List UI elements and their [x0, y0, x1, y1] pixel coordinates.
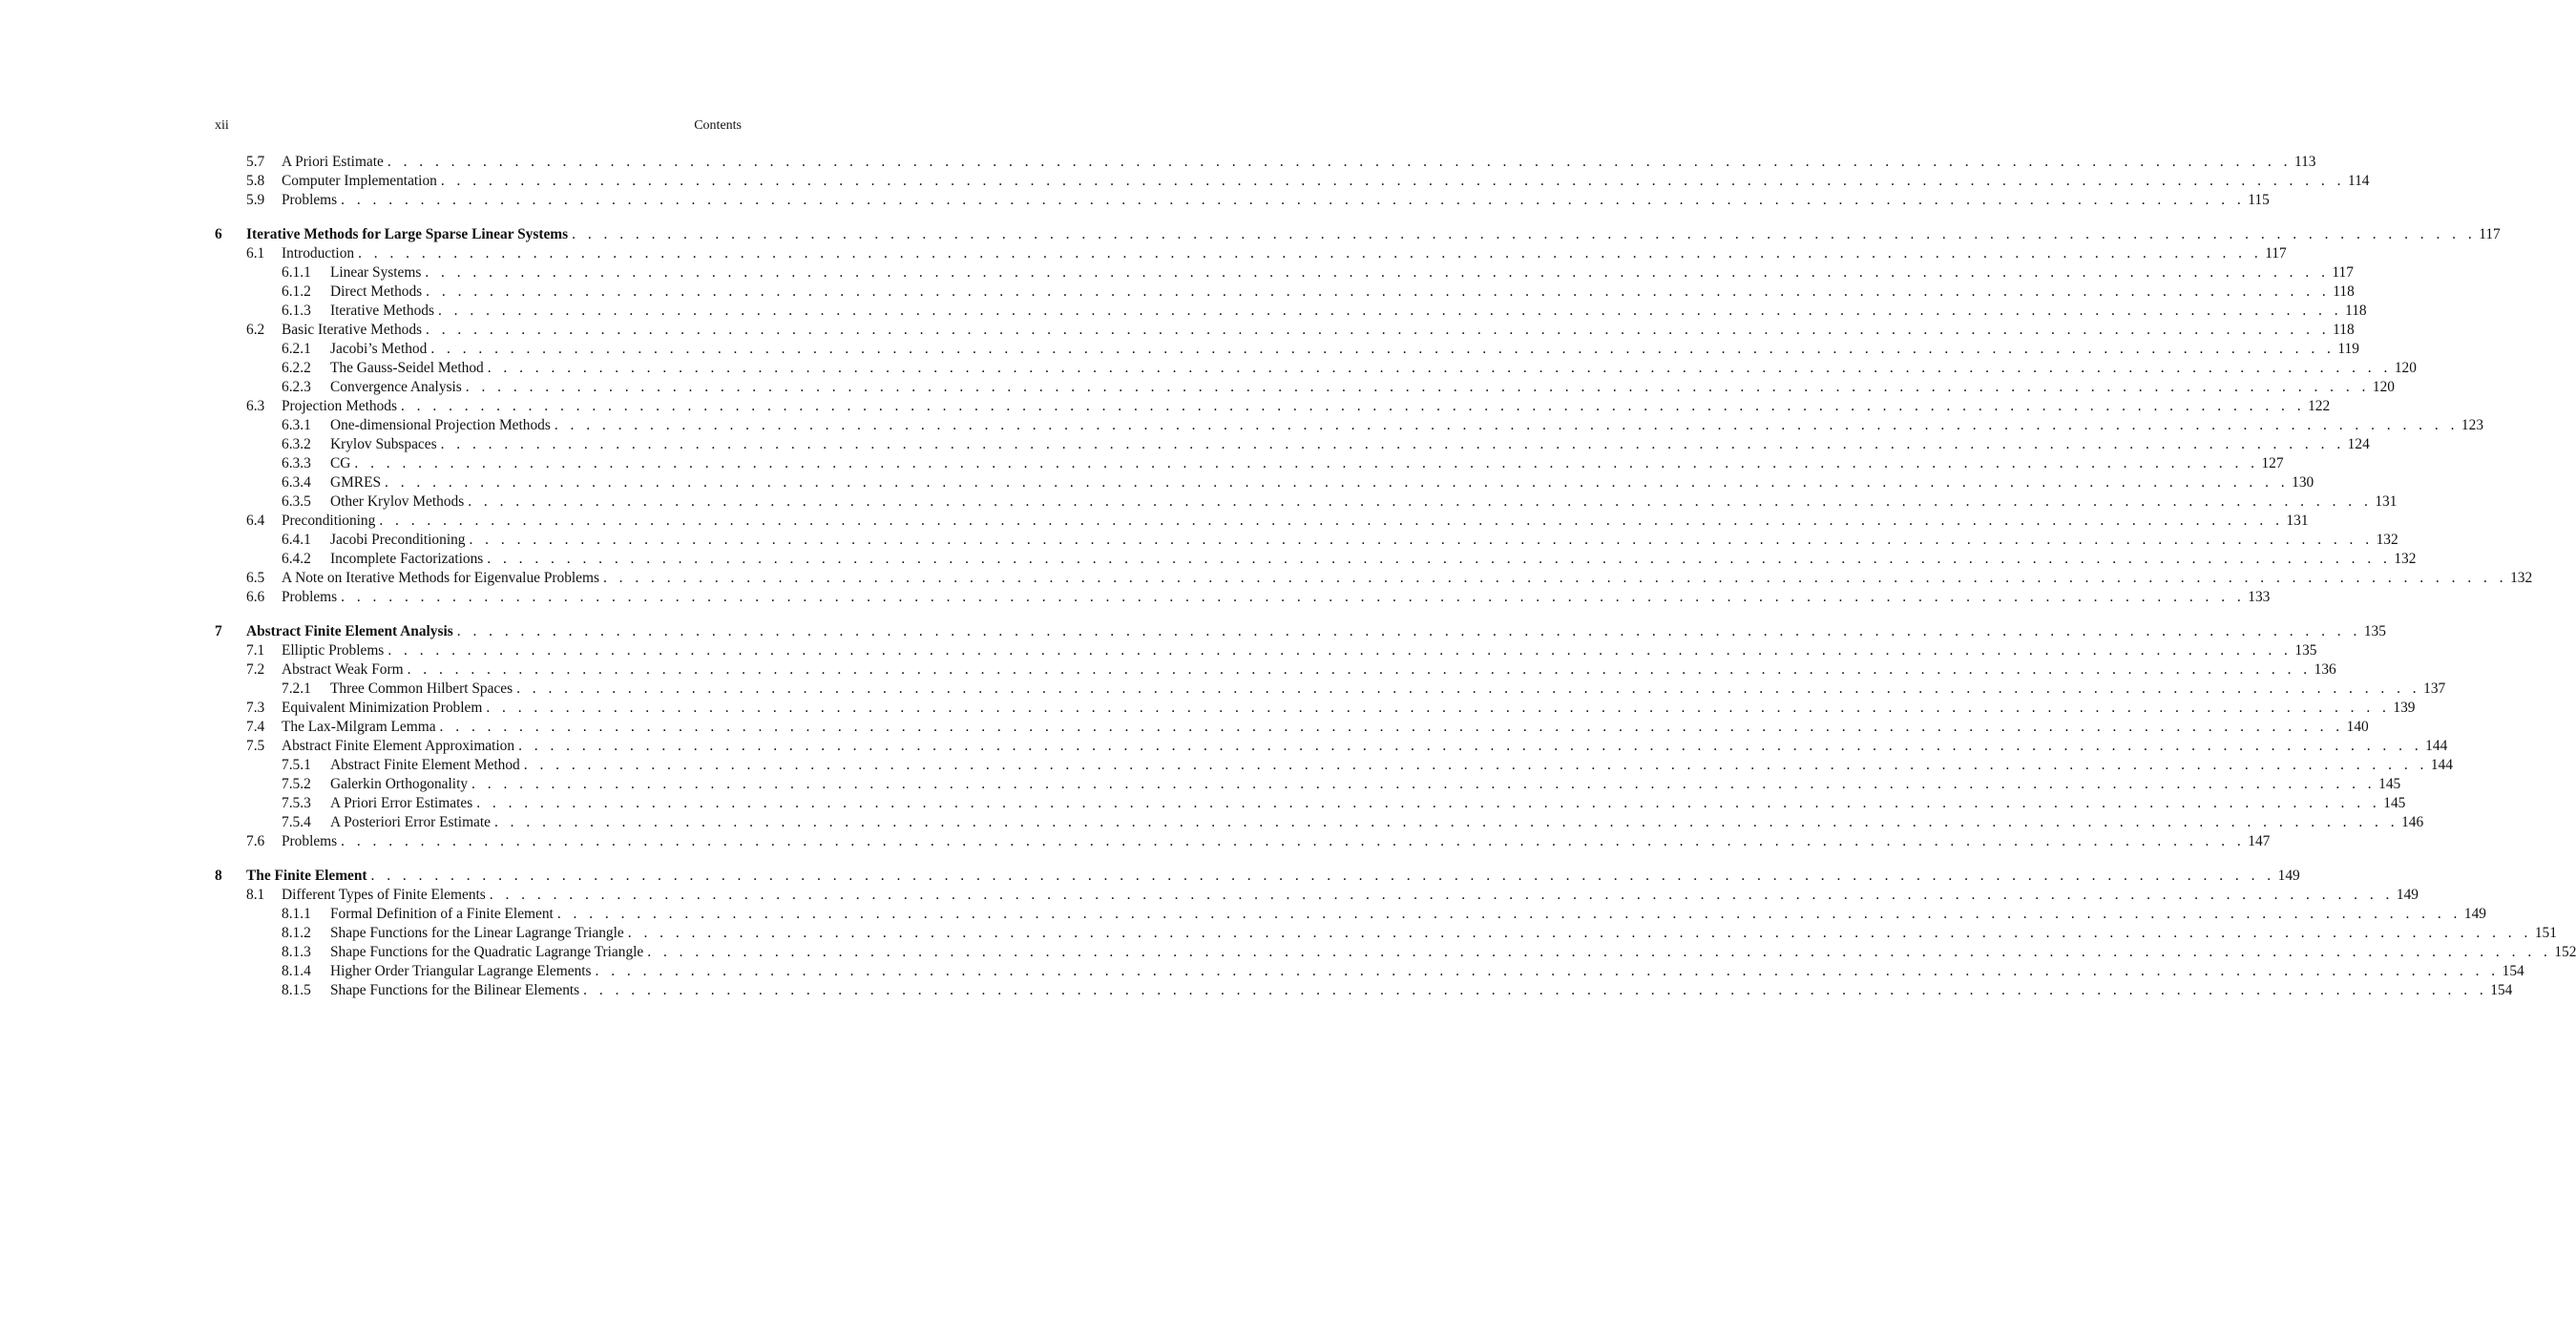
toc-page-number: 136 — [2314, 661, 2336, 678]
toc-entry-line — [282, 569, 2533, 588]
toc-entry-title: Computer Implementation — [282, 172, 441, 191]
toc-entry-line — [330, 531, 2398, 550]
toc-dot-leader: . . . . . . . . . . . . . . . . . . . . . . . . . . . . . . . . . . . . . . . . . . . . . . . . . . . . . . . . . . . . . . . . . . . . . . . . . . . . . . . . . . . . . . . . . . . . . . . . . . . . . . . . . . . . . . . . . . . . . . . . — [493, 814, 2399, 830]
toc-entry-number: 6.6 — [246, 589, 265, 605]
toc-dot-leader: . . . . . . . . . . . . . . . . . . . . . . . . . . . . . . . . . . . . . . . . . . . . . . . . . . . . . . . . . . . . . . . . . . . . . . . . . . . . . . . . . . . . . . . . . . . . . . . . . . . . . . . . . . . . . . . . . . . . . . . . — [370, 868, 2275, 884]
toc-section-entry — [215, 172, 2370, 191]
toc-entry-number: 6.2.3 — [282, 379, 311, 395]
toc-entry-line — [282, 512, 2309, 531]
toc-entry-title: Shape Functions for the Linear Lagrange Triangle — [330, 924, 628, 943]
toc-entry-line — [330, 680, 2446, 699]
toc-entry-title: GMRES — [330, 473, 385, 492]
toc-entry-number: 6.3 — [246, 398, 265, 414]
toc-entry-line — [282, 737, 2448, 756]
toc-entry-title: Abstract Finite Element Method — [330, 756, 524, 775]
toc-page-number: 133 — [2248, 589, 2271, 605]
toc-entry-title: Direct Methods — [330, 283, 426, 302]
toc-subsection-entry — [215, 756, 2453, 775]
toc-dot-leader: . . . . . . . . . . . . . . . . . . . . . . . . . . . . . . . . . . . . . . . . . . . . . . . . . . . . . . . . . . . . . . . . . . . . . . . . . . . . . . . . . . . . . . . . . . . . . . . . . . . . . . . . . . . . . . . . . . . . . . . . — [487, 360, 2392, 376]
toc-entry-line — [330, 981, 2513, 1000]
toc-entry-number: 6.1.3 — [282, 303, 311, 319]
toc-page-number: 117 — [2332, 264, 2354, 281]
toc-dot-leader: . . . . . . . . . . . . . . . . . . . . . . . . . . . . . . . . . . . . . . . . . . . . . . . . . . . . . . . . . . . . . . . . . . . . . . . . . . . . . . . . . . . . . . . . . . . . . . . . . . . . . . . . . . . . . . . . . . . . . . . . — [440, 436, 2345, 452]
toc-entry-title: Different Types of Finite Elements — [282, 886, 490, 905]
toc-entry-title: The Lax-Milgram Lemma — [282, 718, 440, 737]
toc-entry-line — [330, 340, 2359, 359]
toc-chapter-entry — [215, 225, 2501, 244]
toc-subsection-entry — [215, 492, 2398, 512]
toc-entry-title: Jacobi’s Method — [330, 340, 430, 359]
toc-entry-title: A Note on Iterative Methods for Eigenvalue Problems — [282, 569, 603, 588]
toc-entry-number: 7 — [215, 623, 222, 639]
toc-subsection-entry — [215, 416, 2484, 435]
toc-entry-title: Other Krylov Methods — [330, 492, 468, 512]
toc-entry-line — [330, 905, 2486, 924]
toc-entry-number: 7.4 — [246, 719, 265, 735]
toc-subsection-entry — [215, 340, 2359, 359]
toc-page-number: 149 — [2277, 868, 2300, 884]
toc-dot-leader: . . . . . . . . . . . . . . . . . . . . . . . . . . . . . . . . . . . . . . . . . . . . . . . . . . . . . . . . . . . . . . . . . . . . . . . . . . . . . . . . . . . . . . . . . . . . . . . . . . . . . . . . . . . . . . . . . . . . . . . . — [647, 944, 2552, 960]
toc-entry-title: Projection Methods — [282, 397, 401, 416]
toc-subsection-entry — [215, 263, 2354, 283]
toc-page-number: 132 — [2394, 551, 2417, 567]
toc-entry-number: 8 — [215, 868, 222, 884]
toc-section-entry — [215, 660, 2336, 680]
toc-page-number: 144 — [2430, 757, 2453, 773]
toc-page-number: 132 — [2510, 570, 2533, 586]
toc-page-number: 145 — [2378, 776, 2401, 792]
toc-dot-leader: . . . . . . . . . . . . . . . . . . . . . . . . . . . . . . . . . . . . . . . . . . . . . . . . . . . . . . . . . . . . . . . . . . . . . . . . . . . . . . . . . . . . . . . . . . . . . . . . . . . . . . . . . . . . . . . . . . . . . . . . — [425, 264, 2330, 281]
toc-entry-title: A Priori Estimate — [282, 153, 387, 172]
toc-entry-line — [330, 359, 2417, 378]
toc-entry-title: Preconditioning — [282, 512, 379, 531]
toc-page-number: 113 — [2293, 154, 2316, 170]
toc-subsection-entry — [215, 680, 2446, 699]
toc-entry-title: Shape Functions for the Bilinear Elements — [330, 981, 583, 1000]
toc-dot-leader: . . . . . . . . . . . . . . . . . . . . . . . . . . . . . . . . . . . . . . . . . . . . . . . . . . . . . . . . . . . . . . . . . . . . . . . . . . . . . . . . . . . . . . . . . . . . . . . . . . . . . . . . . . . . . . . . . . . . . . . . — [465, 379, 2370, 395]
toc-entry-line — [246, 867, 2300, 886]
toc-dot-leader: . . . . . . . . . . . . . . . . . . . . . . . . . . . . . . . . . . . . . . . . . . . . . . . . . . . . . . . . . . . . . . . . . . . . . . . . . . . . . . . . . . . . . . . . . . . . . . . . . . . . . . . . . . . . . . . . . . . . . . . . — [518, 738, 2423, 754]
toc-entry-title: Jacobi Preconditioning — [330, 531, 469, 550]
toc-page-number: 145 — [2383, 795, 2406, 811]
toc-entry-number: 6.3.4 — [282, 474, 311, 491]
toc-page-number: 154 — [2502, 963, 2524, 979]
toc-entry-line — [330, 378, 2395, 397]
toc-entry-number: 8.1.1 — [282, 906, 311, 922]
toc-entry-number: 7.5 — [246, 738, 265, 754]
toc-entry-number: 8.1.3 — [282, 944, 311, 960]
toc-entry-line — [282, 397, 2331, 416]
toc-entry-number: 7.2.1 — [282, 680, 311, 697]
toc-entry-line — [282, 588, 2271, 607]
toc-section-entry — [215, 321, 2355, 340]
toc-page-number: 131 — [2375, 493, 2398, 510]
toc-page-number: 132 — [2376, 532, 2398, 548]
toc-entry-title: Problems — [282, 191, 341, 210]
toc-page-number: 140 — [2346, 719, 2369, 735]
toc-dot-leader: . . . . . . . . . . . . . . . . . . . . . . . . . . . . . . . . . . . . . . . . . . . . . . . . . . . . . . . . . . . . . . . . . . . . . . . . . . . . . . . . . . . . . . . . . . . . . . . . . . . . . . . . . . . . . . . . . . . . . . . . — [387, 642, 2293, 659]
toc-subsection-entry — [215, 981, 2513, 1000]
toc-subsection-entry — [215, 473, 2314, 492]
toc-entry-line — [282, 718, 2369, 737]
toc-dot-leader: . . . . . . . . . . . . . . . . . . . . . . . . . . . . . . . . . . . . . . . . . . . . . . . . . . . . . . . . . . . . . . . . . . . . . . . . . . . . . . . . . . . . . . . . . . . . . . . . . . . . . . . . . . . . . . . . . . . . . . . . — [489, 887, 2394, 903]
toc-entry-line — [330, 416, 2484, 435]
toc-page-number: 123 — [2461, 417, 2484, 433]
toc-dot-leader: . . . . . . . . . . . . . . . . . . . . . . . . . . . . . . . . . . . . . . . . . . . . . . . . . . . . . . . . . . . . . . . . . . . . . . . . . . . . . . . . . . . . . . . . . . . . . . . . . . . . . . . . . . . . . . . . . . . . . . . . — [523, 757, 2428, 773]
toc-dot-leader: . . . . . . . . . . . . . . . . . . . . . . . . . . . . . . . . . . . . . . . . . . . . . . . . . . . . . . . . . . . . . . . . . . . . . . . . . . . . . . . . . . . . . . . . . . . . . . . . . . . . . . . . . . . . . . . . . . . . . . . . — [379, 513, 2284, 529]
toc-subsection-entry — [215, 531, 2398, 550]
toc-section-entry — [215, 153, 2316, 172]
toc-subsection-entry — [215, 943, 2576, 962]
toc-entry-title: Abstract Weak Form — [282, 660, 408, 680]
toc-page-number: 151 — [2534, 925, 2557, 941]
toc-entry-number: 6.2 — [246, 322, 265, 338]
toc-dot-leader: . . . . . . . . . . . . . . . . . . . . . . . . . . . . . . . . . . . . . . . . . . . . . . . . . . . . . . . . . . . . . . . . . . . . . . . . . . . . . . . . . . . . . . . . . . . . . . . . . . . . . . . . . . . . . . . . . . . . . . . . — [407, 661, 2312, 678]
toc-entry-line — [282, 321, 2355, 340]
toc-entry-number: 7.5.2 — [282, 776, 311, 792]
toc-entry-title: Shape Functions for the Quadratic Lagrange Triangle — [330, 943, 647, 962]
toc-dot-leader: . . . . . . . . . . . . . . . . . . . . . . . . . . . . . . . . . . . . . . . . . . . . . . . . . . . . . . . . . . . . . . . . . . . . . . . . . . . . . . . . . . . . . . . . . . . . . . . . . . . . . . . . . . . . . . . . . . . . . . . . — [341, 192, 2246, 208]
toc-page-number: 124 — [2347, 436, 2370, 452]
toc-page-number: 154 — [2490, 982, 2513, 998]
toc-page-number: 118 — [2345, 303, 2367, 319]
toc-dot-leader: . . . . . . . . . . . . . . . . . . . . . . . . . . . . . . . . . . . . . . . . . . . . . . . . . . . . . . . . . . . . . . . . . . . . . . . . . . . . . . . . . . . . . . . . . . . . . . . . . . . . . . . . . . . . . . . . . . . . . . . . — [341, 589, 2246, 605]
toc-entry-title: Iterative Methods — [330, 302, 438, 321]
toc-entry-line — [330, 302, 2367, 321]
toc-entry-number: 6.4.2 — [282, 551, 311, 567]
toc-entry-line — [282, 191, 2270, 210]
toc-dot-leader: . . . . . . . . . . . . . . . . . . . . . . . . . . . . . . . . . . . . . . . . . . . . . . . . . . . . . . . . . . . . . . . . . . . . . . . . . . . . . . . . . . . . . . . . . . . . . . . . . . . . . . . . . . . . . . . . . . . . . . . . — [354, 455, 2259, 471]
toc-dot-leader: . . . . . . . . . . . . . . . . . . . . . . . . . . . . . . . . . . . . . . . . . . . . . . . . . . . . . . . . . . . . . . . . . . . . . . . . . . . . . . . . . . . . . . . . . . . . . . . . . . . . . . . . . . . . . . . . . . . . . . . . — [556, 906, 2461, 922]
toc-section-entry — [215, 641, 2317, 660]
table-of-contents — [215, 153, 2576, 1000]
toc-entry-line — [282, 641, 2317, 660]
toc-entry-line — [330, 473, 2314, 492]
toc-dot-leader: . . . . . . . . . . . . . . . . . . . . . . . . . . . . . . . . . . . . . . . . . . . . . . . . . . . . . . . . . . . . . . . . . . . . . . . . . . . . . . . . . . . . . . . . . . . . . . . . . . . . . . . . . . . . . . . . . . . . . . . . — [487, 551, 2392, 567]
toc-page-number: 135 — [2363, 623, 2386, 639]
toc-entry-number: 7.3 — [246, 700, 265, 716]
toc-entry-title: A Priori Error Estimates — [330, 794, 476, 813]
toc-entry-line — [246, 622, 2386, 641]
toc-entry-title: Higher Order Triangular Lagrange Elements — [330, 962, 596, 981]
toc-page-number: 117 — [2265, 245, 2287, 262]
toc-subsection-entry — [215, 435, 2370, 454]
toc-dot-leader: . . . . . . . . . . . . . . . . . . . . . . . . . . . . . . . . . . . . . . . . . . . . . . . . . . . . . . . . . . . . . . . . . . . . . . . . . . . . . . . . . . . . . . . . . . . . . . . . . . . . . . . . . . . . . . . . . . . . . . . . — [627, 925, 2532, 941]
toc-entry-line — [330, 435, 2370, 454]
toc-section-entry — [215, 397, 2331, 416]
toc-entry-number: 7.5.3 — [282, 795, 311, 811]
toc-dot-leader: . . . . . . . . . . . . . . . . . . . . . . . . . . . . . . . . . . . . . . . . . . . . . . . . . . . . . . . . . . . . . . . . . . . . . . . . . . . . . . . . . . . . . . . . . . . . . . . . . . . . . . . . . . . . . . . . . . . . . . . . — [595, 963, 2500, 979]
toc-dot-leader: . . . . . . . . . . . . . . . . . . . . . . . . . . . . . . . . . . . . . . . . . . . . . . . . . . . . . . . . . . . . . . . . . . . . . . . . . . . . . . . . . . . . . . . . . . . . . . . . . . . . . . . . . . . . . . . . . . . . . . . . — [437, 303, 2343, 319]
toc-page-number: 135 — [2294, 642, 2317, 659]
toc-entry-line — [330, 263, 2354, 283]
toc-page-number: 115 — [2248, 192, 2270, 208]
toc-entry-number: 6.2.2 — [282, 360, 311, 376]
toc-entry-line — [282, 172, 2370, 191]
toc-entry-title: Formal Definition of a Finite Element — [330, 905, 557, 924]
toc-entry-line — [330, 756, 2453, 775]
toc-dot-leader: . . . . . . . . . . . . . . . . . . . . . . . . . . . . . . . . . . . . . . . . . . . . . . . . . . . . . . . . . . . . . . . . . . . . . . . . . . . . . . . . . . . . . . . . . . . . . . . . . . . . . . . . . . . . . . . . . . . . . . . . — [471, 776, 2377, 792]
toc-entry-number: 6.3.3 — [282, 455, 311, 471]
toc-page-number: 117 — [2479, 226, 2501, 242]
toc-section-entry — [215, 699, 2416, 718]
toc-entry-number: 8.1.4 — [282, 963, 311, 979]
toc-subsection-entry — [215, 962, 2524, 981]
toc-entry-number: 6.4.1 — [282, 532, 311, 548]
toc-page-number: 118 — [2333, 322, 2355, 338]
toc-entry-line — [330, 550, 2417, 569]
toc-dot-leader: . . . . . . . . . . . . . . . . . . . . . . . . . . . . . . . . . . . . . . . . . . . . . . . . . . . . . . . . . . . . . . . . . . . . . . . . . . . . . . . . . . . . . . . . . . . . . . . . . . . . . . . . . . . . . . . . . . . . . . . . — [430, 341, 2335, 357]
toc-dot-leader: . . . . . . . . . . . . . . . . . . . . . . . . . . . . . . . . . . . . . . . . . . . . . . . . . . . . . . . . . . . . . . . . . . . . . . . . . . . . . . . . . . . . . . . . . . . . . . . . . . . . . . . . . . . . . . . . . . . . . . . . — [387, 154, 2292, 170]
toc-page-number: 137 — [2423, 680, 2446, 697]
toc-entry-title: Three Common Hilbert Spaces — [330, 680, 516, 699]
toc-entry-line — [330, 813, 2424, 832]
toc-page-number: 139 — [2393, 700, 2416, 716]
toc-entry-number: 8.1.2 — [282, 925, 311, 941]
page-number: xii — [215, 118, 229, 133]
toc-dot-leader: . . . . . . . . . . . . . . . . . . . . . . . . . . . . . . . . . . . . . . . . . . . . . . . . . . . . . . . . . . . . . . . . . . . . . . . . . . . . . . . . . . . . . . . . . . . . . . . . . . . . . . . . . . . . . . . . . . . . . . . . — [554, 417, 2459, 433]
toc-entry-title: The Gauss-Seidel Method — [330, 359, 488, 378]
toc-entry-line — [282, 886, 2419, 905]
toc-page-number: 149 — [2396, 887, 2419, 903]
toc-entry-number: 7.1 — [246, 642, 265, 659]
page-header — [215, 118, 742, 139]
toc-subsection-entry — [215, 550, 2417, 569]
toc-dot-leader: . . . . . . . . . . . . . . . . . . . . . . . . . . . . . . . . . . . . . . . . . . . . . . . . . . . . . . . . . . . . . . . . . . . . . . . . . . . . . . . . . . . . . . . . . . . . . . . . . . . . . . . . . . . . . . . . . . . . . . . . — [486, 700, 2391, 716]
toc-entry-number: 6.3.5 — [282, 493, 311, 510]
toc-entry-number: 6.5 — [246, 570, 265, 586]
toc-entry-number: 7.5.1 — [282, 757, 311, 773]
toc-entry-title: Basic Iterative Methods — [282, 321, 426, 340]
toc-page-number: 152 — [2554, 944, 2576, 960]
toc-page-number: 120 — [2394, 360, 2417, 376]
toc-entry-title: Abstract Finite Element Analysis — [246, 622, 457, 641]
toc-dot-leader: . . . . . . . . . . . . . . . . . . . . . . . . . . . . . . . . . . . . . . . . . . . . . . . . . . . . . . . . . . . . . . . . . . . . . . . . . . . . . . . . . . . . . . . . . . . . . . . . . . . . . . . . . . . . . . . . . . . . . . . . — [426, 283, 2331, 300]
toc-subsection-entry — [215, 283, 2355, 302]
toc-entry-line — [282, 153, 2316, 172]
toc-subsection-entry — [215, 924, 2557, 943]
toc-section-entry — [215, 569, 2533, 588]
toc-entry-number: 7.5.4 — [282, 814, 311, 830]
toc-entry-number: 6.1.1 — [282, 264, 311, 281]
toc-entry-line — [330, 283, 2355, 302]
toc-entry-number: 7.6 — [246, 833, 265, 849]
toc-page-number: 127 — [2261, 455, 2284, 471]
toc-entry-title: Abstract Finite Element Approximation — [282, 737, 518, 756]
toc-entry-title: Problems — [282, 588, 341, 607]
toc-entry-number: 6.1.2 — [282, 283, 311, 300]
toc-dot-leader: . . . . . . . . . . . . . . . . . . . . . . . . . . . . . . . . . . . . . . . . . . . . . . . . . . . . . . . . . . . . . . . . . . . . . . . . . . . . . . . . . . . . . . . . . . . . . . . . . . . . . . . . . . . . . . . . . . . . . . . . — [400, 398, 2306, 414]
toc-dot-leader: . . . . . . . . . . . . . . . . . . . . . . . . . . . . . . . . . . . . . . . . . . . . . . . . . . . . . . . . . . . . . . . . . . . . . . . . . . . . . . . . . . . . . . . . . . . . . . . . . . . . . . . . . . . . . . . . . . . . . . . . — [456, 623, 2361, 639]
toc-entry-title: Convergence Analysis — [330, 378, 466, 397]
toc-entry-line — [282, 699, 2416, 718]
toc-dot-leader: . . . . . . . . . . . . . . . . . . . . . . . . . . . . . . . . . . . . . . . . . . . . . . . . . . . . . . . . . . . . . . . . . . . . . . . . . . . . . . . . . . . . . . . . . . . . . . . . . . . . . . . . . . . . . . . . . . . . . . . . — [516, 680, 2421, 697]
toc-page-number: 119 — [2337, 341, 2359, 357]
toc-entry-number: 6.2.1 — [282, 341, 311, 357]
toc-entry-line — [330, 962, 2524, 981]
toc-dot-leader: . . . . . . . . . . . . . . . . . . . . . . . . . . . . . . . . . . . . . . . . . . . . . . . . . . . . . . . . . . . . . . . . . . . . . . . . . . . . . . . . . . . . . . . . . . . . . . . . . . . . . . . . . . . . . . . . . . . . . . . . — [469, 532, 2374, 548]
toc-section-entry — [215, 832, 2271, 851]
toc-entry-line — [282, 832, 2271, 851]
toc-entry-title: Equivalent Minimization Problem — [282, 699, 486, 718]
toc-subsection-entry — [215, 454, 2284, 473]
toc-entry-title: CG — [330, 454, 354, 473]
toc-entry-title: Problems — [282, 832, 341, 851]
toc-subsection-entry — [215, 359, 2417, 378]
toc-page-number: 114 — [2347, 173, 2370, 189]
toc-dot-leader: . . . . . . . . . . . . . . . . . . . . . . . . . . . . . . . . . . . . . . . . . . . . . . . . . . . . . . . . . . . . . . . . . . . . . . . . . . . . . . . . . . . . . . . . . . . . . . . . . . . . . . . . . . . . . . . . . . . . . . . . — [572, 226, 2477, 242]
toc-page-number: 144 — [2425, 738, 2448, 754]
toc-entry-line — [330, 492, 2398, 512]
toc-section-entry — [215, 244, 2287, 263]
toc-section-entry — [215, 191, 2270, 210]
toc-subsection-entry — [215, 794, 2406, 813]
toc-subsection-entry — [215, 302, 2367, 321]
toc-entry-line — [330, 454, 2284, 473]
toc-entry-line — [330, 794, 2406, 813]
toc-entry-title: Galerkin Orthogonality — [330, 775, 471, 794]
toc-dot-leader: . . . . . . . . . . . . . . . . . . . . . . . . . . . . . . . . . . . . . . . . . . . . . . . . . . . . . . . . . . . . . . . . . . . . . . . . . . . . . . . . . . . . . . . . . . . . . . . . . . . . . . . . . . . . . . . . . . . . . . . . — [341, 833, 2246, 849]
toc-subsection-entry — [215, 813, 2424, 832]
toc-section-entry — [215, 512, 2309, 531]
toc-dot-leader: . . . . . . . . . . . . . . . . . . . . . . . . . . . . . . . . . . . . . . . . . . . . . . . . . . . . . . . . . . . . . . . . . . . . . . . . . . . . . . . . . . . . . . . . . . . . . . . . . . . . . . . . . . . . . . . . . . . . . . . . — [476, 795, 2381, 811]
toc-entry-line — [330, 943, 2576, 962]
toc-dot-leader: . . . . . . . . . . . . . . . . . . . . . . . . . . . . . . . . . . . . . . . . . . . . . . . . . . . . . . . . . . . . . . . . . . . . . . . . . . . . . . . . . . . . . . . . . . . . . . . . . . . . . . . . . . . . . . . . . . . . . . . . — [583, 982, 2488, 998]
toc-dot-leader: . . . . . . . . . . . . . . . . . . . . . . . . . . . . . . . . . . . . . . . . . . . . . . . . . . . . . . . . . . . . . . . . . . . . . . . . . . . . . . . . . . . . . . . . . . . . . . . . . . . . . . . . . . . . . . . . . . . . . . . . — [439, 719, 2344, 735]
toc-entry-line — [330, 775, 2401, 794]
toc-entry-number: 6.4 — [246, 513, 265, 529]
toc-page-number: 122 — [2308, 398, 2331, 414]
toc-entry-line — [282, 660, 2336, 680]
toc-section-entry — [215, 718, 2369, 737]
toc-entry-number: 6.1 — [246, 245, 265, 262]
toc-entry-number: 7.2 — [246, 661, 265, 678]
toc-entry-number: 6.3.2 — [282, 436, 311, 452]
toc-dot-leader: . . . . . . . . . . . . . . . . . . . . . . . . . . . . . . . . . . . . . . . . . . . . . . . . . . . . . . . . . . . . . . . . . . . . . . . . . . . . . . . . . . . . . . . . . . . . . . . . . . . . . . . . . . . . . . . . . . . . . . . . — [426, 322, 2331, 338]
toc-page-number: 120 — [2372, 379, 2395, 395]
toc-section-entry — [215, 737, 2448, 756]
toc-dot-leader: . . . . . . . . . . . . . . . . . . . . . . . . . . . . . . . . . . . . . . . . . . . . . . . . . . . . . . . . . . . . . . . . . . . . . . . . . . . . . . . . . . . . . . . . . . . . . . . . . . . . . . . . . . . . . . . . . . . . . . . . — [440, 173, 2345, 189]
toc-page-number: 149 — [2463, 906, 2486, 922]
toc-subsection-entry — [215, 378, 2395, 397]
toc-page-number: 130 — [2292, 474, 2314, 491]
toc-entry-title: Elliptic Problems — [282, 641, 387, 660]
toc-entry-title: Iterative Methods for Large Sparse Linear Systems — [246, 225, 572, 244]
toc-section-entry — [215, 588, 2271, 607]
running-title: Contents — [694, 118, 742, 133]
toc-entry-number: 5.8 — [246, 173, 265, 189]
toc-entry-title: Linear Systems — [330, 263, 425, 283]
toc-dot-leader: . . . . . . . . . . . . . . . . . . . . . . . . . . . . . . . . . . . . . . . . . . . . . . . . . . . . . . . . . . . . . . . . . . . . . . . . . . . . . . . . . . . . . . . . . . . . . . . . . . . . . . . . . . . . . . . . . . . . . . . . — [468, 493, 2373, 510]
toc-entry-number: 5.9 — [246, 192, 265, 208]
toc-page-number: 118 — [2333, 283, 2355, 300]
toc-entry-number: 6.3.1 — [282, 417, 311, 433]
toc-subsection-entry — [215, 905, 2486, 924]
toc-page-number: 147 — [2248, 833, 2271, 849]
toc-subsection-entry — [215, 775, 2401, 794]
toc-entry-number: 8.1.5 — [282, 982, 311, 998]
toc-entry-title: The Finite Element — [246, 867, 371, 886]
toc-entry-line — [282, 244, 2287, 263]
toc-section-entry — [215, 886, 2419, 905]
toc-entry-line — [246, 225, 2501, 244]
toc-entry-line — [330, 924, 2557, 943]
toc-entry-title: Incomplete Factorizations — [330, 550, 487, 569]
toc-entry-number: 6 — [215, 226, 222, 242]
toc-chapter-entry — [215, 867, 2300, 886]
toc-entry-number: 5.7 — [246, 154, 265, 170]
toc-dot-leader: . . . . . . . . . . . . . . . . . . . . . . . . . . . . . . . . . . . . . . . . . . . . . . . . . . . . . . . . . . . . . . . . . . . . . . . . . . . . . . . . . . . . . . . . . . . . . . . . . . . . . . . . . . . . . . . . . . . . . . . . — [602, 570, 2508, 586]
toc-entry-title: One-dimensional Projection Methods — [330, 416, 555, 435]
toc-dot-leader: . . . . . . . . . . . . . . . . . . . . . . . . . . . . . . . . . . . . . . . . . . . . . . . . . . . . . . . . . . . . . . . . . . . . . . . . . . . . . . . . . . . . . . . . . . . . . . . . . . . . . . . . . . . . . . . . . . . . . . . . — [385, 474, 2290, 491]
toc-entry-title: A Posteriori Error Estimate — [330, 813, 494, 832]
toc-entry-number: 8.1 — [246, 887, 265, 903]
toc-entry-title: Introduction — [282, 244, 358, 263]
toc-entry-title: Krylov Subspaces — [330, 435, 441, 454]
toc-dot-leader: . . . . . . . . . . . . . . . . . . . . . . . . . . . . . . . . . . . . . . . . . . . . . . . . . . . . . . . . . . . . . . . . . . . . . . . . . . . . . . . . . . . . . . . . . . . . . . . . . . . . . . . . . . . . . . . . . . . . . . . . — [358, 245, 2263, 262]
toc-page-number: 131 — [2286, 513, 2309, 529]
toc-chapter-entry — [215, 622, 2386, 641]
toc-page-number: 146 — [2401, 814, 2424, 830]
